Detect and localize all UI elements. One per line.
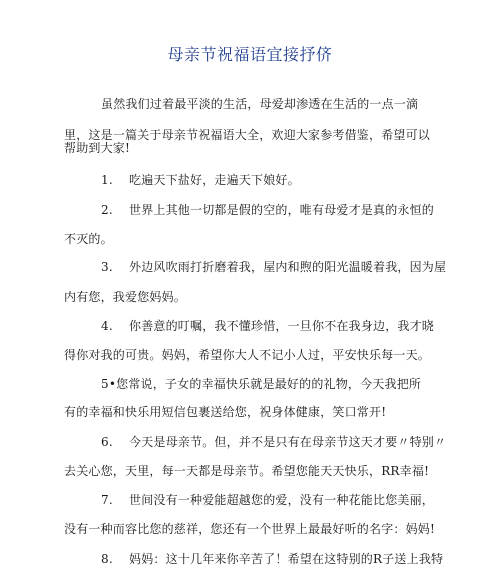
item-text: 你善意的叮嘱，我不懂珍惜，一旦你不在我身边，我才晓: [129, 319, 435, 333]
list-item-5-cont: 有的幸福和快乐用短信包裹送给您，祝身体健康，笑口常开!: [64, 405, 387, 419]
item-number: 1.: [101, 173, 113, 187]
document-title: 母亲节祝福语宜接抒侪: [167, 45, 333, 64]
list-item-1: [101, 172, 300, 188]
list-item-7-cont: 没有一种而容比您的慈祥，您还有一个世界上最最好听的名字：妈妈!: [64, 522, 436, 536]
list-item-7: [101, 492, 434, 508]
item-number: 8.: [101, 552, 113, 566]
item-text: 吃遍天下盐好，走遍天下娘好。: [129, 173, 300, 187]
intro-line-3: 帮助到大家!: [64, 141, 131, 155]
item-number: 5•: [101, 377, 117, 391]
list-item-2-cont: 不灭的。: [64, 232, 113, 246]
item-number: 3.: [101, 260, 113, 274]
list-item-4: [101, 318, 434, 334]
item-number: 6.: [101, 435, 113, 449]
list-item-4-cont: 得你对我的可贵。妈妈，希望你大人不记小人过，平安快乐每一天。: [64, 348, 431, 362]
list-item-2: [101, 202, 434, 218]
list-item-6-cont: 去关心您，天里，每一天都是母亲节。希望您能天天快乐，RR幸福!: [64, 464, 430, 478]
intro-line-2: 里，这是一篇关于母亲节祝福语大全，欢迎大家参考借鉴，希望可以: [64, 128, 431, 142]
list-item-6: [101, 434, 446, 450]
item-text: 您常说，子女的幸福快乐就是最好的的礼物，今天我把所: [116, 377, 422, 391]
item-text: 世界上其他一切都是假的空的，唯有母爱才是真的永恒的: [129, 203, 435, 217]
list-item-3-cont: 内有您，我爱您妈妈。: [64, 290, 187, 304]
item-text: 妈妈：这十几年来你辛苦了！希望在这特别的R子送上我特: [129, 552, 444, 566]
item-text: 世间没有一种爱能超越您的爱，没有一种花能比您美丽，: [129, 493, 435, 507]
item-number: 2.: [101, 203, 113, 217]
intro-line-1: 虽然我们过着最平淡的生活，母爱却渗透在生活的一点一滴: [101, 97, 419, 111]
item-text: 今天是母亲节。但，并不是只有在母亲节这天才要〃特别〃: [129, 435, 447, 449]
list-item-3: [101, 259, 446, 275]
list-item-5: [101, 376, 421, 392]
item-text: 外边风吹雨打折磨着我，屋内和煦的阳光温暖着我，因为屋: [129, 260, 447, 274]
item-number: 7.: [101, 493, 113, 507]
item-number: 4.: [101, 319, 113, 333]
